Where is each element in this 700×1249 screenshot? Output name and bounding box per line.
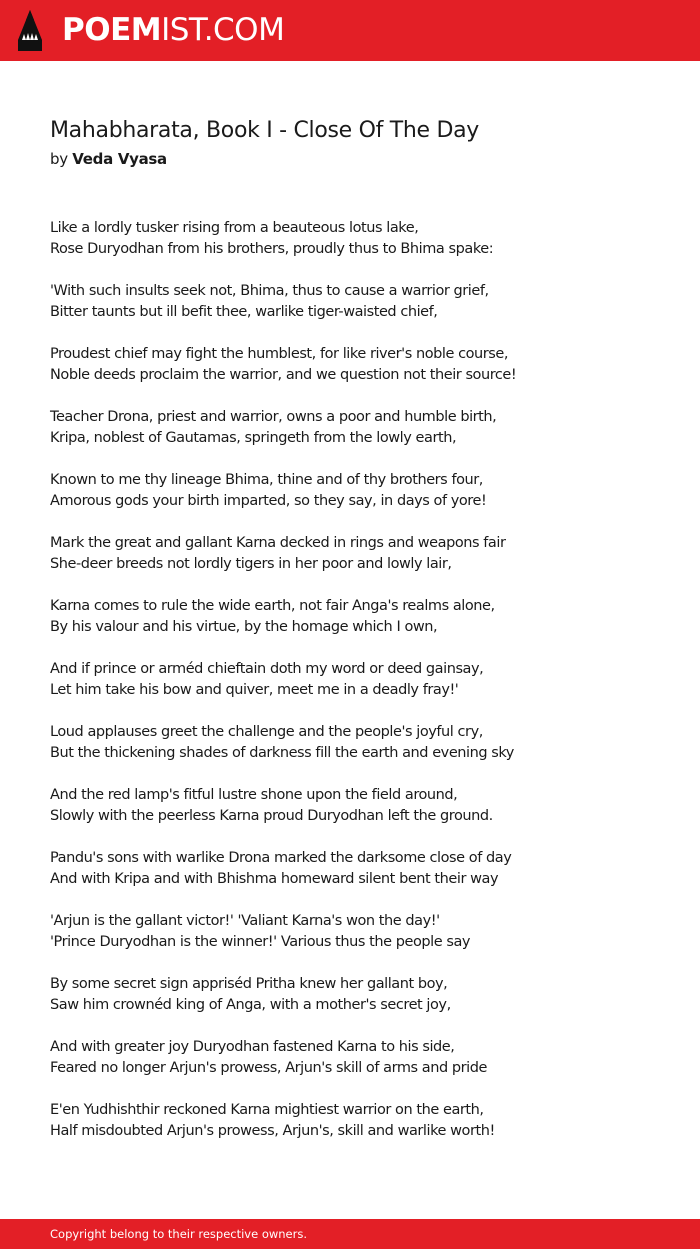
poem-line: 'Arjun is the gallant victor!' 'Valiant Karna's won the day!': [50, 913, 440, 929]
poem-line: Loud applauses greet the challenge and the people's joyful cry,: [50, 724, 483, 740]
by-label: by: [50, 150, 68, 168]
poem-line: Rose Duryodhan from his brothers, proudly thus to Bhima spake:: [50, 241, 494, 257]
poem-line: And with Kripa and with Bhishma homeward silent bent their way: [50, 871, 499, 887]
poem-stanza: [50, 848, 650, 890]
poem-line: But the thickening shades of darkness fill the earth and evening sky: [50, 745, 514, 761]
pencil-tip-icon: [17, 9, 43, 52]
logo-text-bold: POEM: [62, 12, 162, 48]
byline: [50, 149, 167, 169]
poem-line: By his valour and his virtue, by the homage which I own,: [50, 619, 438, 635]
poem-stanza: [50, 1037, 650, 1079]
poem-body: [50, 218, 650, 1163]
poem-line: Slowly with the peerless Karna proud Duryodhan left the ground.: [50, 808, 493, 824]
poem-line: Saw him crownéd king of Anga, with a mother's secret joy,: [50, 997, 451, 1013]
poem-line: Feared no longer Arjun's prowess, Arjun's skill of arms and pride: [50, 1060, 487, 1076]
poem-stanza: [50, 974, 650, 1016]
poem-stanza: [50, 281, 650, 323]
poem-stanza: [50, 722, 650, 764]
poem-line: And the red lamp's fitful lustre shone upon the field around,: [50, 787, 458, 803]
poem-stanza: [50, 785, 650, 827]
copyright-text: Copyright belong to their respective owners.: [50, 1227, 308, 1241]
poem-line: She-deer breeds not lordly tigers in her poor and lowly lair,: [50, 556, 452, 572]
poem-line: Half misdoubted Arjun's prowess, Arjun's, skill and warlike worth!: [50, 1123, 495, 1139]
poem-line: E'en Yudhishthir reckoned Karna mightiest warrior on the earth,: [50, 1102, 484, 1118]
poem-line: And if prince or arméd chieftain doth my word or deed gainsay,: [50, 661, 484, 677]
poem-line: Proudest chief may fight the humblest, for like river's noble course,: [50, 346, 509, 362]
poem-line: Teacher Drona, priest and warrior, owns a poor and humble birth,: [50, 409, 497, 425]
poem-line: 'Prince Duryodhan is the winner!' Various thus the people say: [50, 934, 471, 950]
poem-line: And with greater joy Duryodhan fastened Karna to his side,: [50, 1039, 455, 1055]
poem-stanza: [50, 344, 650, 386]
author-name[interactable]: Veda Vyasa: [72, 150, 167, 168]
poem-line: Amorous gods your birth imparted, so they say, in days of yore!: [50, 493, 487, 509]
poem-stanza: [50, 1100, 650, 1142]
poem-stanza: [50, 659, 650, 701]
poem-stanza: [50, 470, 650, 512]
poem-stanza: [50, 596, 650, 638]
poem-line: By some secret sign appriséd Pritha knew her gallant boy,: [50, 976, 448, 992]
poem-title: Mahabharata, Book I - Close Of The Day: [50, 118, 479, 143]
poem-stanza: [50, 533, 650, 575]
poem-line: 'With such insults seek not, Bhima, thus to cause a warrior grief,: [50, 283, 489, 299]
poem-line: Mark the great and gallant Karna decked in rings and weapons fair: [50, 535, 506, 551]
poem-line: Karna comes to rule the wide earth, not fair Anga's realms alone,: [50, 598, 495, 614]
poem-line: Like a lordly tusker rising from a beauteous lotus lake,: [50, 220, 419, 236]
poem-line: Kripa, noblest of Gautamas, springeth from the lowly earth,: [50, 430, 457, 446]
logo-text-light: IST.COM: [161, 12, 285, 48]
poem-line: Bitter taunts but ill befit thee, warlike tiger-waisted chief,: [50, 304, 438, 320]
poem-line: Let him take his bow and quiver, meet me in a deadly fray!': [50, 682, 459, 698]
site-logo[interactable]: [62, 11, 284, 49]
site-footer: [0, 1219, 700, 1249]
poem-stanza: [50, 911, 650, 953]
poem-line: Known to me thy lineage Bhima, thine and of thy brothers four,: [50, 472, 483, 488]
poem-stanza: [50, 218, 650, 260]
poem-stanza: [50, 407, 650, 449]
site-header: [0, 0, 700, 61]
poem-line: Noble deeds proclaim the warrior, and we question not their source!: [50, 367, 517, 383]
poem-line: Pandu's sons with warlike Drona marked the darksome close of day: [50, 850, 512, 866]
